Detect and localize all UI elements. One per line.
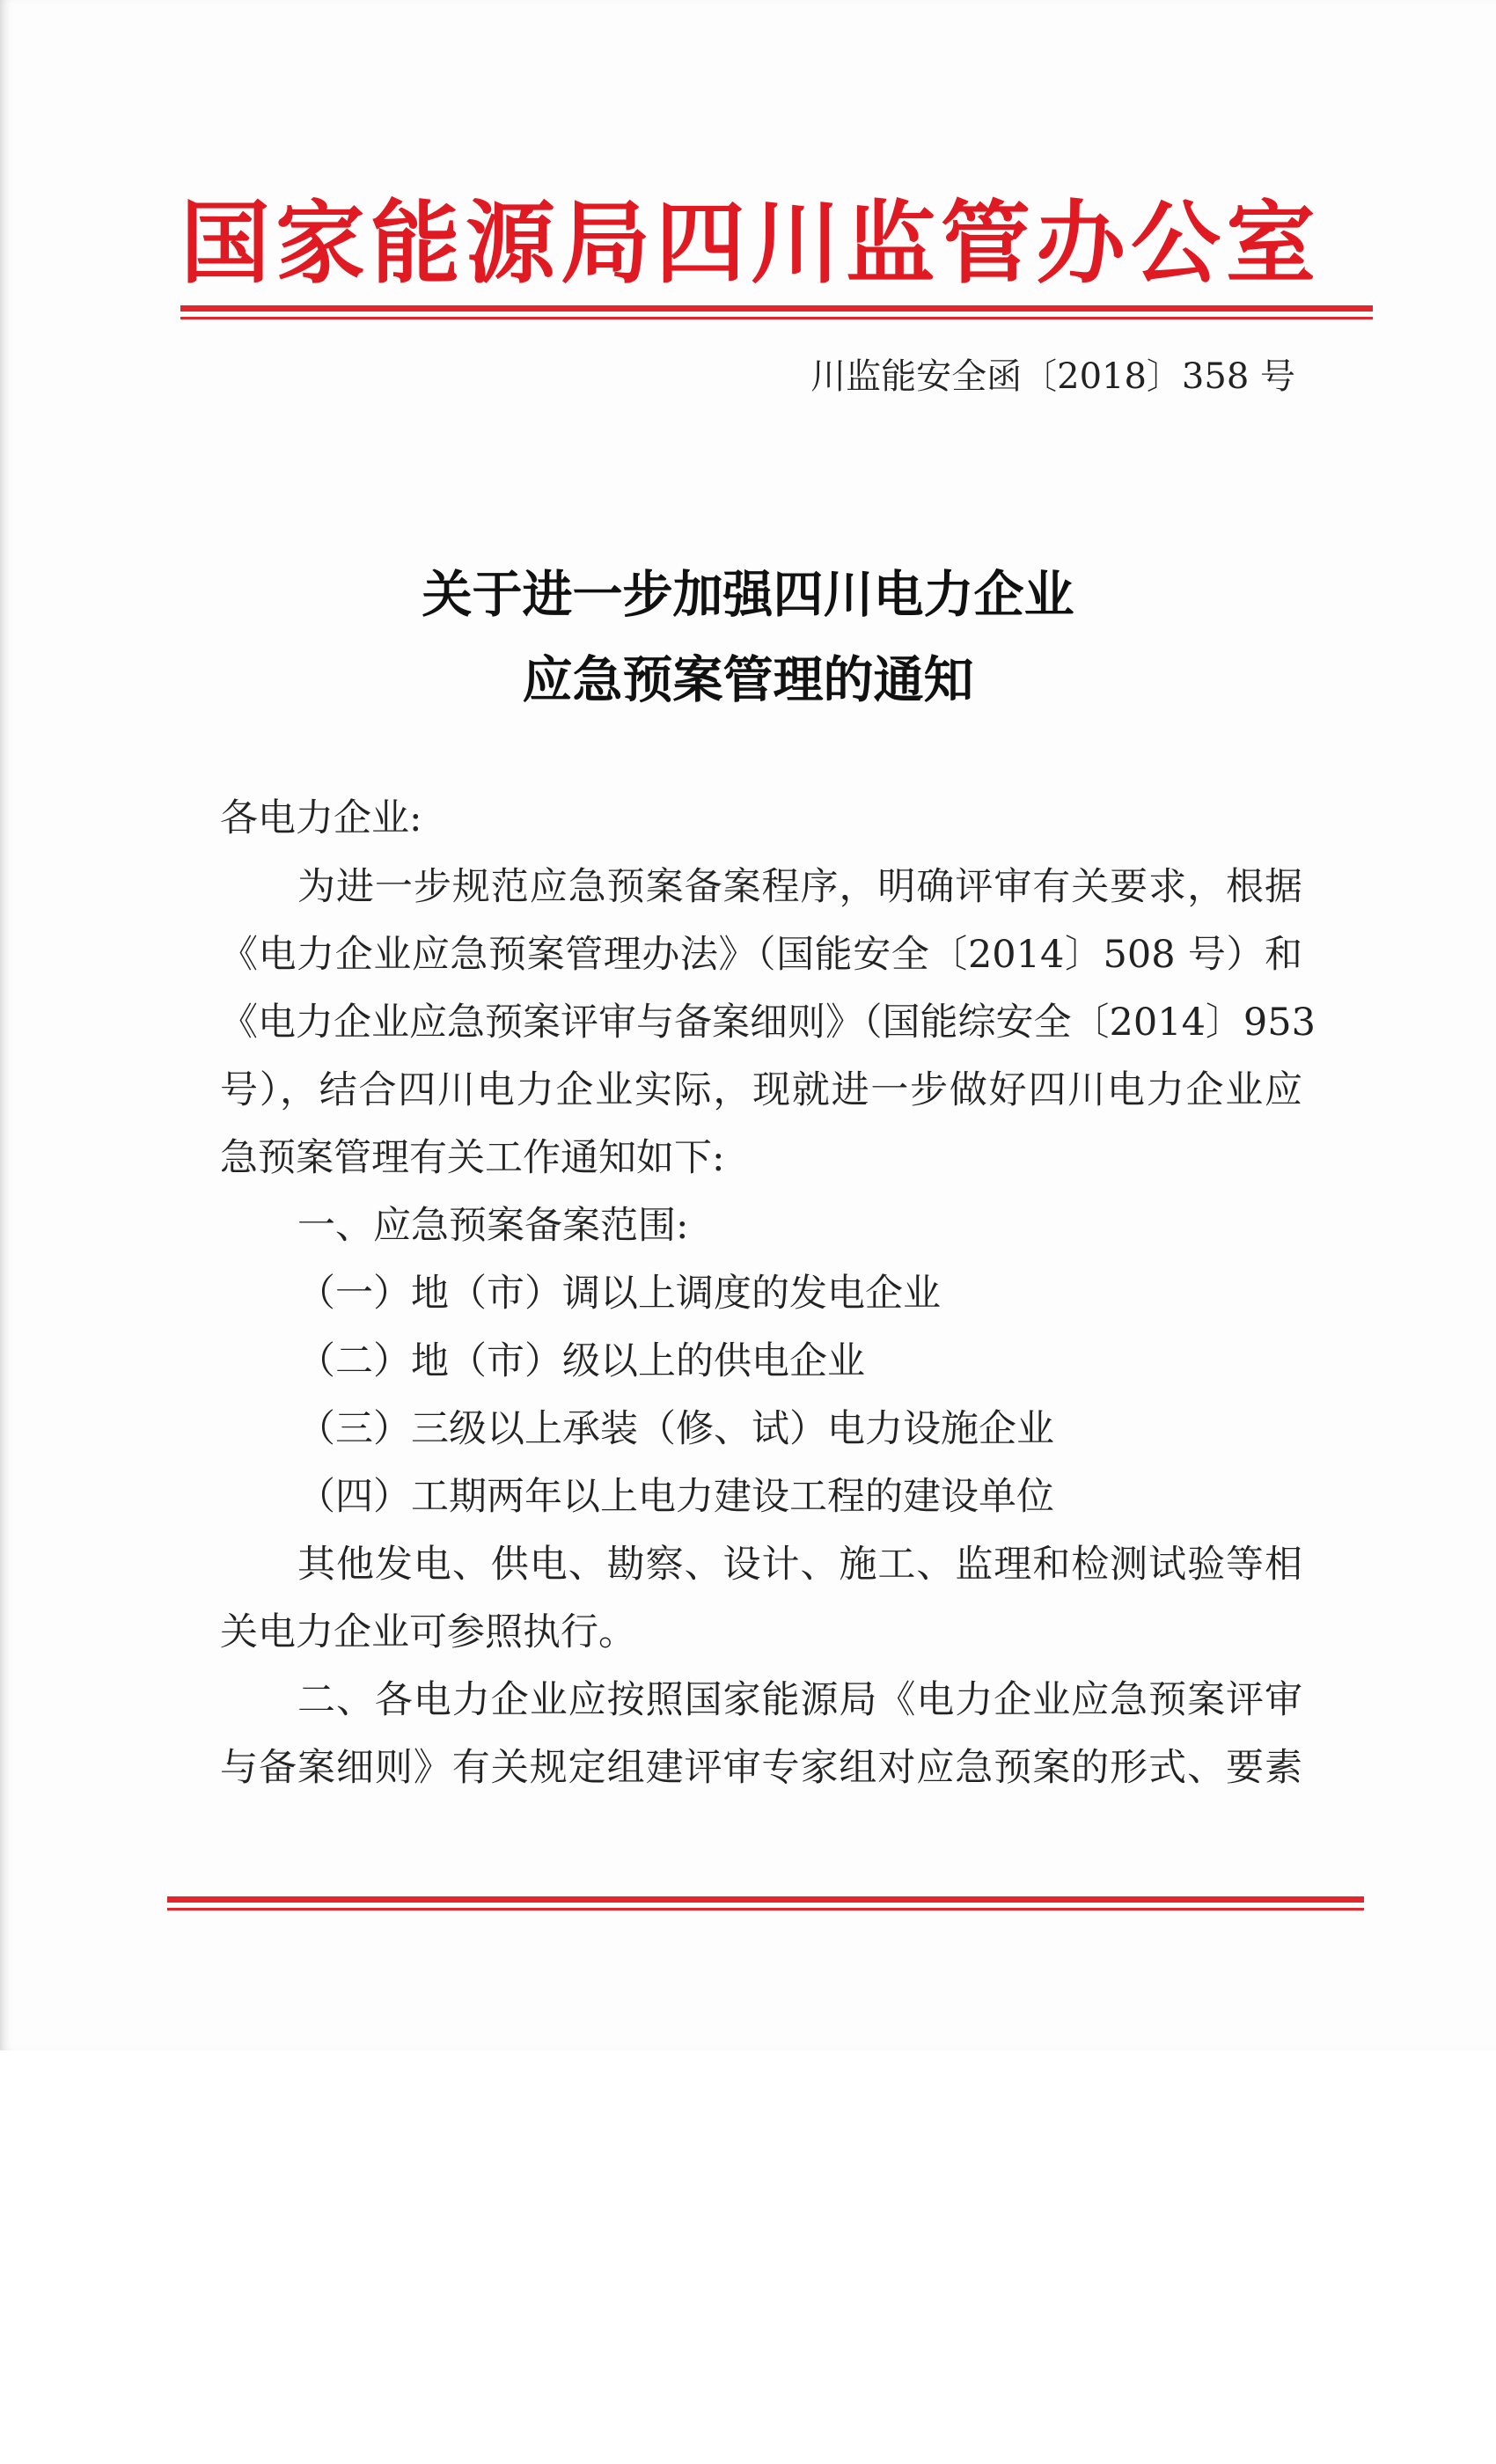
paragraph-1-line-5: 急预案管理有关工作通知如下: bbox=[220, 1136, 725, 1180]
paragraph-1-line-3: 《电力企业应急预案评审与备案细则》（国能综安全〔2014〕953 bbox=[220, 1001, 1316, 1045]
section-1-note-line-2: 关电力企业可参照执行。 bbox=[220, 1610, 636, 1654]
section-1-item-1: （一）地（市）调以上调度的发电企业 bbox=[297, 1272, 941, 1316]
paragraph-1-line-4: 号），结合四川电力企业实际，现就进一步做好四川电力企业应 bbox=[220, 1068, 1302, 1112]
footer-red-rule-thin bbox=[167, 1908, 1364, 1910]
section-2-line-2: 与备案细则》有关规定组建评审专家组对应急预案的形式、要素 bbox=[220, 1746, 1302, 1790]
section-1-heading: 一、应急预案备案范围: bbox=[297, 1204, 689, 1248]
paragraph-1-line-1: 为进一步规范应急预案备案程序，明确评审有关要求，根据 bbox=[297, 865, 1302, 909]
section-1-item-3: （三）三级以上承装（修、试）电力设施企业 bbox=[297, 1407, 1054, 1451]
issuing-authority-header: 国家能源局四川监管办公室 bbox=[180, 191, 1321, 297]
document-title-line-2: 应急预案管理的通知 bbox=[522, 650, 974, 709]
document-number: 川监能安全函〔2018〕358 号 bbox=[810, 356, 1295, 397]
header-red-rule-thick bbox=[180, 305, 1373, 312]
header-red-rule-thin bbox=[180, 317, 1373, 319]
section-1-note-line-1: 其他发电、供电、勘察、设计、施工、监理和检测试验等相 bbox=[297, 1543, 1302, 1587]
section-1-item-2: （二）地（市）级以上的供电企业 bbox=[297, 1339, 865, 1383]
section-1-item-4: （四）工期两年以上电力建设工程的建设单位 bbox=[297, 1475, 1054, 1519]
salutation: 各电力企业: bbox=[220, 796, 422, 840]
footer-red-rule-thick bbox=[167, 1896, 1364, 1903]
paragraph-1-line-2: 《电力企业应急预案管理办法》（国能安全〔2014〕508 号）和 bbox=[220, 933, 1302, 977]
section-2-line-1: 二、各电力企业应按照国家能源局《电力企业应急预案评审 bbox=[297, 1678, 1302, 1722]
document-title-line-1: 关于进一步加强四川电力企业 bbox=[422, 565, 1074, 624]
